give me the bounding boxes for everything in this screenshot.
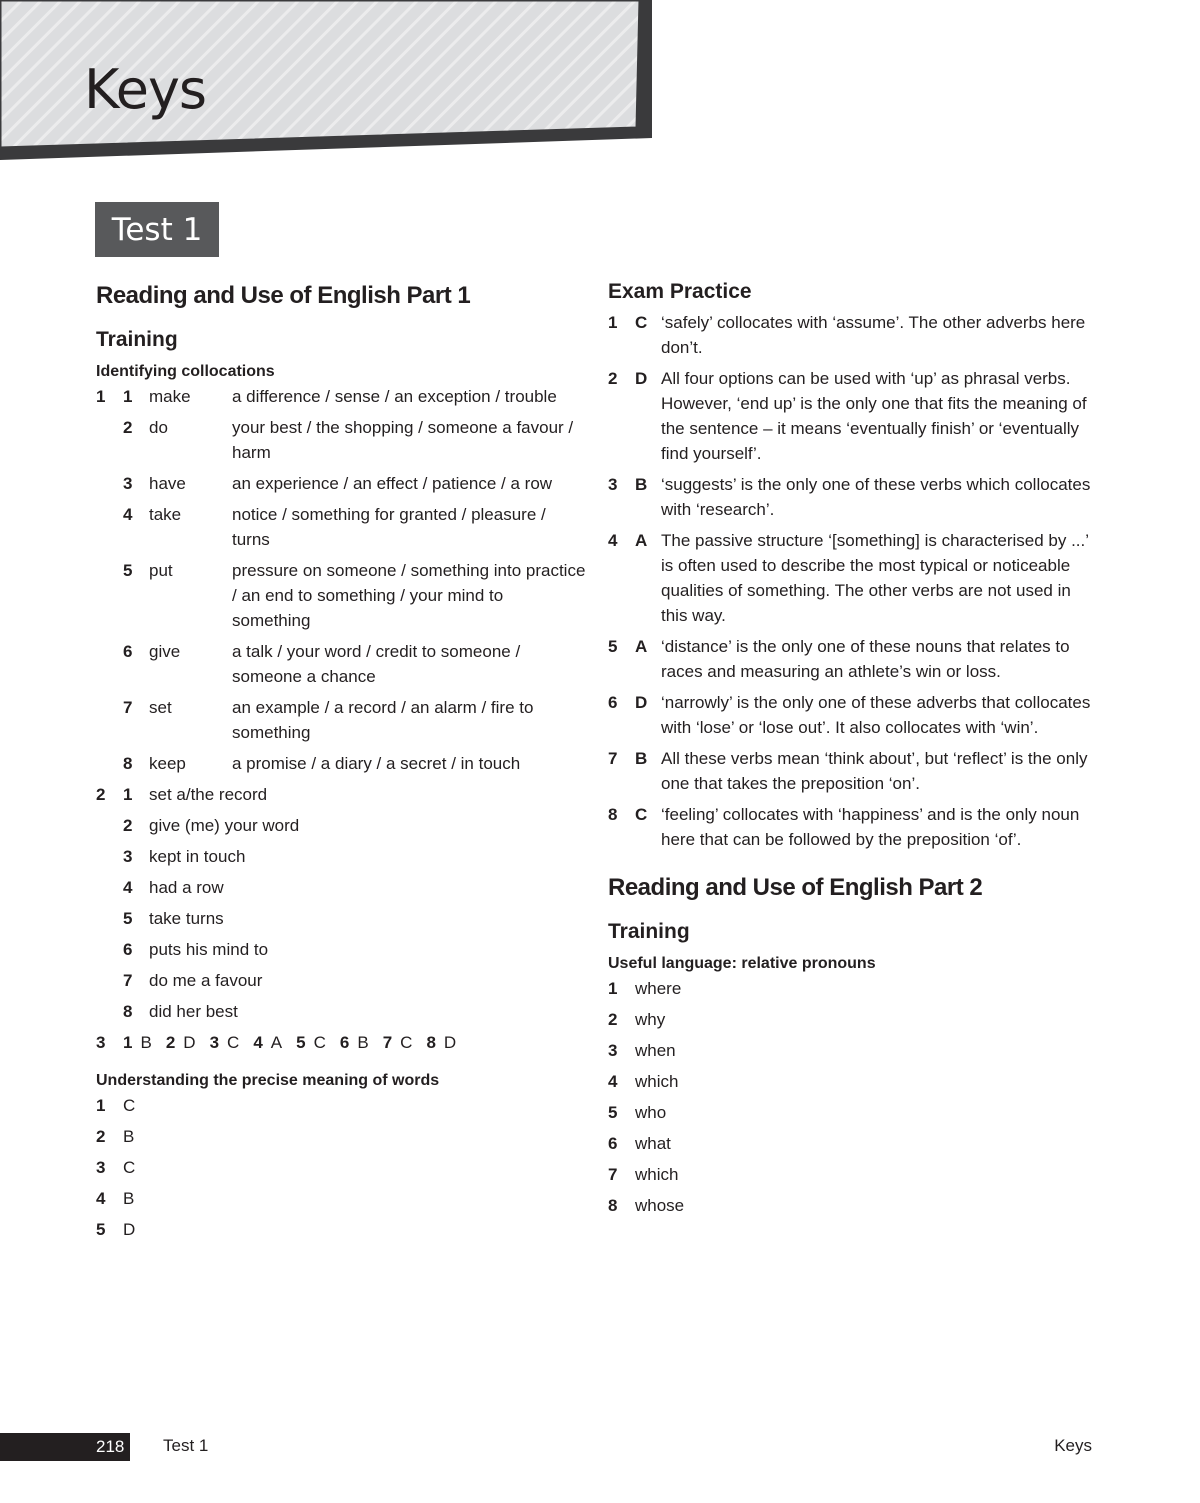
item-number: 5 bbox=[296, 1033, 306, 1052]
item-number: 6 bbox=[339, 1033, 350, 1052]
exercise-number bbox=[96, 415, 123, 465]
exercise-number: 3 bbox=[96, 1033, 106, 1052]
list-item bbox=[608, 1131, 1098, 1156]
answer-letter: D bbox=[183, 1033, 196, 1052]
list-item bbox=[96, 906, 586, 931]
subheading-precise-meaning: Understanding the precise meaning of words bbox=[96, 1072, 440, 1089]
exam-practice-heading: Exam Practice bbox=[608, 280, 752, 303]
answer-pair bbox=[340, 1030, 369, 1055]
list-item bbox=[608, 1038, 1098, 1063]
item-text: ‘distance’ is the only one of these nouns that relates to races and measuring an athlete’s win or loss. bbox=[661, 637, 1070, 681]
left-column bbox=[96, 280, 586, 1248]
item-number: 8 bbox=[426, 1033, 436, 1052]
list-item bbox=[96, 1124, 586, 1149]
test-badge: Test 1 bbox=[95, 202, 219, 257]
item-text: your best / the shopping / someone a favour / harm bbox=[232, 418, 574, 462]
item-number: 5 bbox=[123, 909, 133, 928]
item-text: had a row bbox=[149, 878, 224, 897]
list-item bbox=[608, 1069, 1098, 1094]
item-text: notice / something for granted / pleasure / turns bbox=[232, 505, 546, 549]
item-number: 2 bbox=[123, 418, 133, 437]
list-item bbox=[96, 751, 586, 776]
item-text: why bbox=[635, 1010, 666, 1029]
item-number: 3 bbox=[96, 1158, 106, 1177]
item-number: 7 bbox=[382, 1033, 393, 1052]
exam-practice-list bbox=[608, 310, 1098, 852]
list-item bbox=[96, 1093, 586, 1118]
item-text: set a/the record bbox=[149, 785, 268, 804]
list-item bbox=[608, 1007, 1098, 1032]
answer-letter: B bbox=[357, 1033, 369, 1052]
training-heading: Training bbox=[96, 328, 178, 351]
list-item bbox=[96, 999, 586, 1024]
item-number: 3 bbox=[209, 1033, 220, 1052]
item-text: ‘feeling’ collocates with ‘happiness’ and is the only noun here that can be followed by the preposition ‘of’. bbox=[661, 805, 1080, 849]
item-verb: put bbox=[149, 561, 173, 580]
item-text: kept in touch bbox=[149, 847, 246, 866]
item-number: 8 bbox=[123, 1002, 133, 1021]
item-text: who bbox=[635, 1103, 667, 1122]
item-number: 7 bbox=[123, 698, 133, 717]
item-text: which bbox=[635, 1072, 679, 1091]
section-heading-part2: Reading and Use of English Part 2 bbox=[608, 874, 983, 901]
answer-letter: B bbox=[635, 475, 648, 494]
exercise-1-list bbox=[96, 384, 586, 776]
item-text: which bbox=[635, 1165, 679, 1184]
answer-letter: C bbox=[123, 1158, 136, 1177]
answer-letter: C bbox=[227, 1033, 240, 1052]
item-number: 5 bbox=[123, 561, 133, 580]
answer-letter: B bbox=[635, 749, 648, 768]
item-text: pressure on someone / something into practice / an end to something / your mind to something bbox=[232, 561, 586, 630]
subheading-collocations: Identifying collocations bbox=[96, 363, 275, 380]
item-number: 2 bbox=[608, 1010, 618, 1029]
item-verb: make bbox=[149, 387, 191, 406]
answer-letter: C bbox=[635, 805, 648, 824]
item-text: The passive structure ‘[something] is characterised by ...’ is often used to describe the most typical or noticeable qualities of something. The other verbs are not used in this way. bbox=[661, 531, 1089, 625]
item-text: ‘narrowly’ is the only one of these adverbs that collocates with ‘lose’ or ‘lose out’. It also collocates with ‘win’. bbox=[661, 693, 1091, 737]
item-number: 1 bbox=[96, 1096, 106, 1115]
item-number: 6 bbox=[123, 642, 133, 661]
item-number: 1 bbox=[123, 387, 133, 406]
exercise-number bbox=[96, 751, 123, 776]
footer-section-label: Test 1 bbox=[163, 1436, 209, 1455]
item-number: 7 bbox=[608, 1165, 618, 1184]
item-number: 7 bbox=[123, 971, 133, 990]
list-item bbox=[96, 1155, 586, 1180]
list-item bbox=[96, 1186, 586, 1211]
answer-letter: B bbox=[123, 1189, 135, 1208]
exercise-number bbox=[96, 875, 123, 900]
keys-banner bbox=[0, 0, 655, 160]
item-text: a talk / your word / credit to someone / someone a chance bbox=[232, 642, 521, 686]
item-text: puts his mind to bbox=[149, 940, 269, 959]
list-item bbox=[96, 639, 586, 689]
item-number: 4 bbox=[123, 505, 133, 524]
item-number: 2 bbox=[165, 1033, 176, 1052]
list-item bbox=[608, 472, 1098, 522]
list-item bbox=[96, 695, 586, 745]
list-item bbox=[96, 937, 586, 962]
item-number: 4 bbox=[608, 531, 618, 550]
item-number: 3 bbox=[123, 474, 133, 493]
answer-letter: C bbox=[313, 1033, 326, 1052]
exercise-number: 2 bbox=[96, 785, 106, 804]
exercise-number bbox=[96, 502, 123, 552]
exercise-number bbox=[96, 639, 123, 689]
list-item bbox=[608, 1100, 1098, 1125]
exercise-number bbox=[96, 937, 123, 962]
answer-letter: B bbox=[123, 1127, 135, 1146]
item-verb: take bbox=[149, 505, 182, 524]
list-item bbox=[608, 310, 1098, 360]
answer-pair bbox=[426, 1030, 456, 1055]
answer-letter: B bbox=[140, 1033, 152, 1052]
item-text: give (me) your word bbox=[149, 816, 300, 835]
page-title: Keys bbox=[84, 58, 207, 121]
right-column bbox=[608, 278, 1098, 1224]
answer-letter: D bbox=[635, 369, 648, 388]
exercise-number bbox=[96, 558, 123, 633]
item-number: 8 bbox=[608, 1196, 618, 1215]
list-item bbox=[608, 1162, 1098, 1187]
section-heading-part1: Reading and Use of English Part 1 bbox=[96, 282, 471, 309]
answer-pair bbox=[296, 1030, 326, 1055]
list-item bbox=[96, 415, 586, 465]
list-item bbox=[96, 844, 586, 869]
list-item bbox=[608, 528, 1098, 628]
item-number: 7 bbox=[608, 749, 618, 768]
list-item bbox=[96, 471, 586, 496]
item-number: 8 bbox=[608, 805, 618, 824]
item-number: 1 bbox=[608, 979, 618, 998]
item-number: 1 bbox=[123, 1033, 133, 1052]
exercise-number bbox=[96, 999, 123, 1024]
answer-letter: A bbox=[635, 637, 648, 656]
list-item bbox=[608, 634, 1098, 684]
item-number: 4 bbox=[253, 1033, 263, 1052]
answer-letter: C bbox=[635, 313, 648, 332]
item-number: 5 bbox=[608, 1103, 618, 1122]
answer-letter: D bbox=[635, 693, 648, 712]
list-item bbox=[96, 384, 586, 409]
item-number: 3 bbox=[123, 847, 133, 866]
list-item bbox=[608, 746, 1098, 796]
exercise-number bbox=[96, 471, 123, 496]
item-number: 6 bbox=[608, 693, 618, 712]
item-text: an experience / an effect / patience / a row bbox=[232, 474, 553, 493]
item-text: All four options can be used with ‘up’ as phrasal verbs. However, ‘end up’ is the only one that fits the meaning of the sentence – it means ‘eventually finish’ or ‘eventually find yourself’. bbox=[661, 369, 1087, 463]
list-item bbox=[608, 976, 1098, 1001]
item-number: 2 bbox=[96, 1127, 106, 1146]
exercise-4-list bbox=[96, 1093, 586, 1242]
relative-pronouns-list bbox=[608, 976, 1098, 1218]
answer-pair bbox=[123, 1030, 152, 1055]
item-number: 1 bbox=[608, 313, 618, 332]
item-number: 3 bbox=[608, 1041, 618, 1060]
item-number: 4 bbox=[96, 1189, 106, 1208]
list-item bbox=[608, 366, 1098, 466]
list-item bbox=[608, 690, 1098, 740]
item-verb: have bbox=[149, 474, 186, 493]
page-number: 218 bbox=[96, 1437, 125, 1456]
list-item bbox=[96, 1217, 586, 1242]
answer-pair bbox=[383, 1030, 413, 1055]
answer-letter: C bbox=[123, 1096, 136, 1115]
subheading-relative-pronouns: Useful language: relative pronouns bbox=[608, 955, 876, 972]
answer-letter: D bbox=[123, 1220, 136, 1239]
item-text: a promise / a diary / a secret / in touch bbox=[232, 754, 521, 773]
item-verb: do bbox=[149, 418, 168, 437]
exercise-number bbox=[96, 695, 123, 745]
item-text: an example / a record / an alarm / fire to something bbox=[232, 698, 534, 742]
item-number: 4 bbox=[123, 878, 133, 897]
item-text: what bbox=[635, 1134, 671, 1153]
exercise-number bbox=[96, 906, 123, 931]
exercise-number bbox=[96, 813, 123, 838]
answer-pair bbox=[210, 1030, 240, 1055]
list-item bbox=[96, 558, 586, 633]
answer-letter: C bbox=[400, 1033, 413, 1052]
training-heading-2: Training bbox=[608, 920, 690, 943]
item-text: whose bbox=[635, 1196, 685, 1215]
item-text: do me a favour bbox=[149, 971, 263, 990]
list-item bbox=[608, 802, 1098, 852]
item-number: 6 bbox=[608, 1134, 618, 1153]
exercise-2-list bbox=[96, 782, 586, 1024]
item-verb: set bbox=[149, 698, 172, 717]
item-number: 6 bbox=[123, 940, 133, 959]
list-item bbox=[96, 502, 586, 552]
list-item bbox=[96, 813, 586, 838]
answer-pair bbox=[253, 1030, 282, 1055]
item-number: 1 bbox=[123, 785, 133, 804]
exercise-number bbox=[96, 844, 123, 869]
list-item bbox=[96, 968, 586, 993]
list-item bbox=[608, 1193, 1098, 1218]
answer-letter: A bbox=[635, 531, 648, 550]
answer-letter: A bbox=[270, 1033, 283, 1052]
item-number: 3 bbox=[608, 475, 618, 494]
exercise-3-answers bbox=[96, 1030, 586, 1055]
item-text: when bbox=[635, 1041, 676, 1060]
item-number: 5 bbox=[608, 637, 618, 656]
list-item bbox=[96, 875, 586, 900]
item-number: 5 bbox=[96, 1220, 106, 1239]
answer-letter: D bbox=[443, 1033, 457, 1052]
item-number: 4 bbox=[608, 1072, 618, 1091]
item-text: where bbox=[635, 979, 682, 998]
item-number: 8 bbox=[123, 754, 133, 773]
item-verb: keep bbox=[149, 754, 186, 773]
exercise-number bbox=[96, 968, 123, 993]
exercise-number: 1 bbox=[96, 387, 106, 406]
item-number: 2 bbox=[608, 369, 618, 388]
item-text: take turns bbox=[149, 909, 224, 928]
item-text: ‘suggests’ is the only one of these verbs which collocates with ‘research’. bbox=[661, 475, 1091, 519]
item-text: All these verbs mean ‘think about’, but ‘reflect’ is the only one that takes the preposition ‘on’. bbox=[661, 749, 1088, 793]
footer-chapter-label: Keys bbox=[1054, 1436, 1092, 1455]
list-item bbox=[96, 782, 586, 807]
item-text: ‘safely’ collocates with ‘assume’. The other adverbs here don’t. bbox=[661, 313, 1086, 357]
item-verb: give bbox=[149, 642, 181, 661]
item-number: 2 bbox=[123, 816, 133, 835]
item-text: a difference / sense / an exception / trouble bbox=[232, 387, 557, 406]
item-text: did her best bbox=[149, 1002, 238, 1021]
answer-pair bbox=[166, 1030, 196, 1055]
